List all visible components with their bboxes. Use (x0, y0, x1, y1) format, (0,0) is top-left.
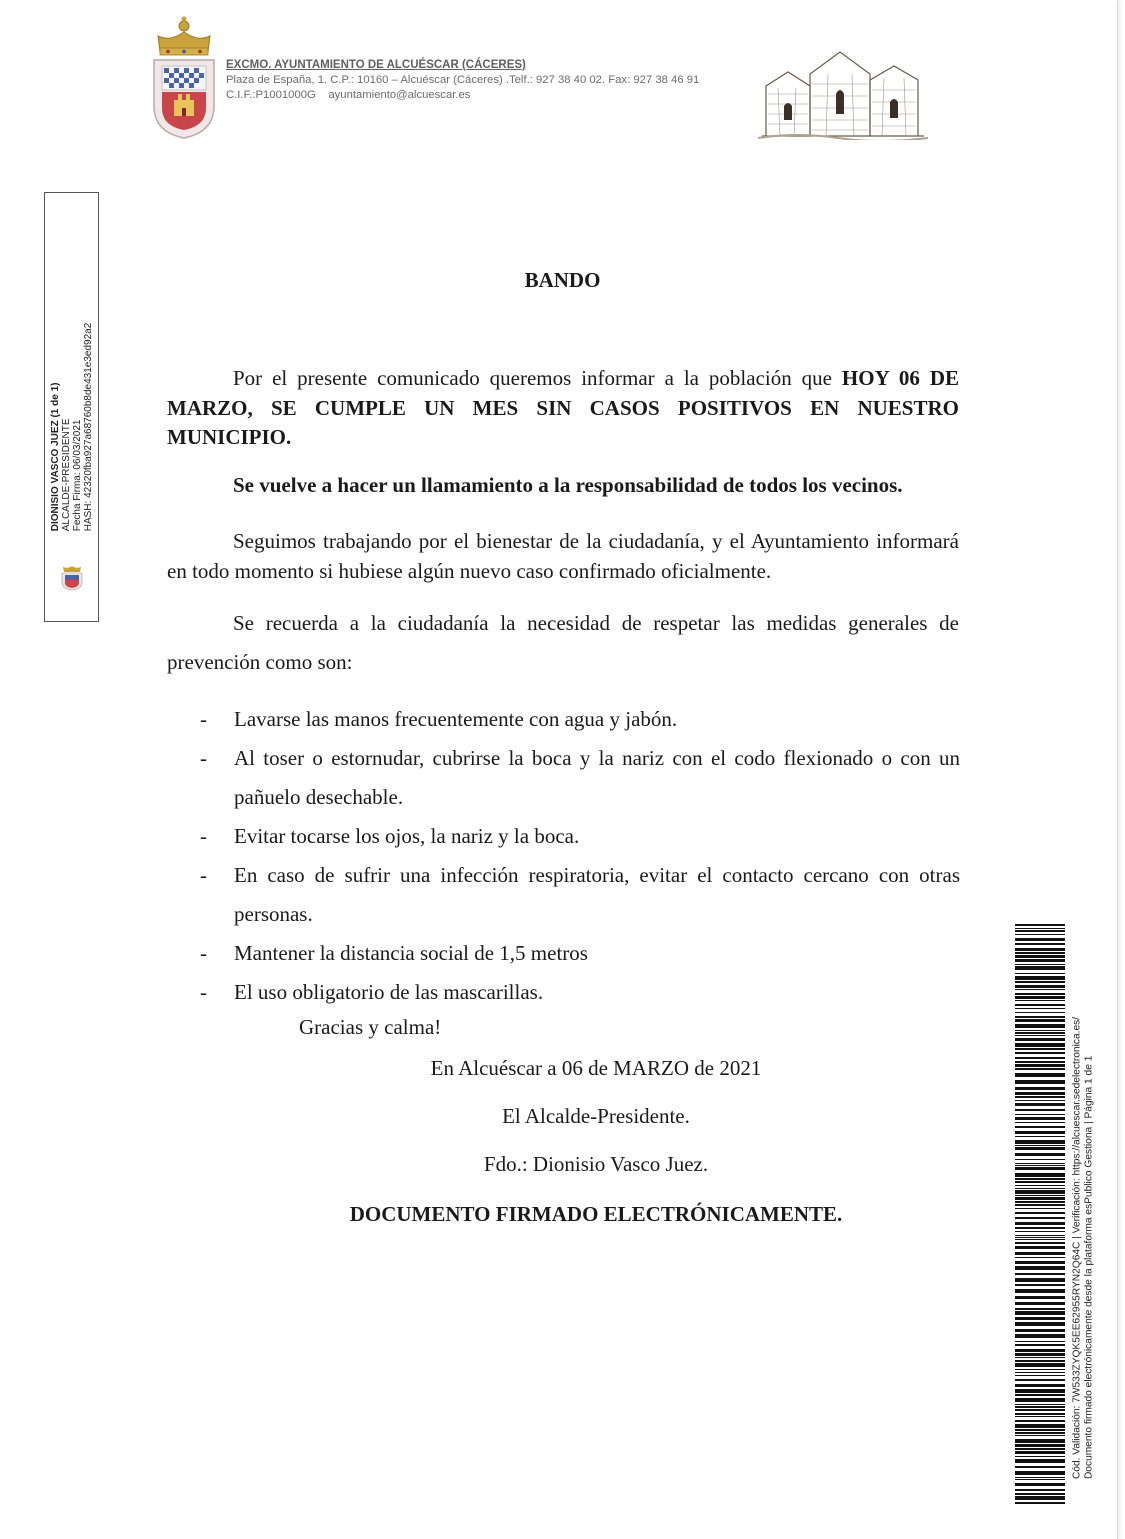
barcode-bar (1015, 1096, 1065, 1098)
letterhead-address: Plaza de España, 1. C.P.: 10160 – Alcuéscar (Cáceres) .Telf.: 927 38 40 02. Fax: 927 38 46 91 (226, 74, 700, 86)
barcode-bar (1015, 1239, 1065, 1240)
announcement-intro: Por el presente comunicado queremos informar a la población que (233, 366, 842, 390)
barcode-bar (1015, 1073, 1065, 1077)
barcode-bar (1015, 1030, 1065, 1031)
barcode-bar (1015, 1261, 1065, 1264)
measure-text: Al toser o estornudar, cubrirse la boca y la nariz con el codo flexionado o con un pañuelo desechable. (234, 746, 960, 809)
barcode-bar (1015, 1122, 1065, 1123)
list-item (200, 934, 960, 973)
barcode-bar (1015, 1375, 1065, 1376)
barcode-bar (1015, 993, 1065, 995)
barcode-bar (1015, 1109, 1065, 1111)
barcode-bar (1015, 938, 1065, 941)
barcode-bar (1015, 1165, 1065, 1166)
barcode-bar (1015, 1222, 1065, 1225)
barcode-bar (1015, 1502, 1065, 1504)
barcode-bar (1015, 1439, 1065, 1443)
signature-date: Fecha Firma: 06/03/2021 (71, 419, 83, 532)
barcode-bar (1015, 973, 1065, 974)
signature-stamp-box (44, 192, 99, 622)
bullet-dash: - (200, 746, 207, 770)
barcode-bar (1015, 1448, 1065, 1450)
list-item (200, 739, 960, 817)
barcode-bar (1015, 1479, 1065, 1480)
barcode-bar (1015, 1493, 1065, 1495)
barcode-bar (1015, 1372, 1065, 1373)
barcode-bar (1015, 1126, 1065, 1128)
barcode-bar (1015, 1284, 1065, 1286)
letterhead-cif-email: C.I.F.:P1001000G ayuntamiento@alcuescar.es (226, 89, 471, 101)
barcode-bar (1015, 1322, 1065, 1326)
barcode-bar (1015, 1181, 1065, 1183)
barcode-bar (1015, 1185, 1065, 1186)
barcode-bar (1015, 964, 1065, 965)
measure-text: Mantener la distancia social de 1,5 metros (234, 941, 588, 965)
barcode-bar (1015, 1466, 1065, 1468)
list-item (200, 817, 960, 856)
barcode-bar (1015, 1451, 1065, 1454)
announcement-highlight: HOY 06 DE MARZO, SE CUMPLE UN MES SIN CASOS POSITIVOS EN NUESTRO MUNICIPIO. (167, 366, 960, 449)
barcode-bar (1015, 976, 1065, 980)
barcode-bar (1015, 1398, 1065, 1402)
barcode-bar (1015, 1369, 1065, 1370)
small-coat-of-arms-icon (60, 565, 84, 591)
barcode-bar (1015, 1197, 1065, 1200)
barcode-bar (1015, 928, 1065, 929)
barcode-bar (1015, 985, 1065, 988)
barcode-bar (1015, 1257, 1065, 1258)
barcode-bar (1015, 1409, 1065, 1411)
barcode-bar (1015, 1384, 1065, 1387)
barcode-bar (1015, 1131, 1065, 1134)
barcode-bar (1015, 1000, 1065, 1001)
barcode-bar (1015, 952, 1065, 954)
barcode-bar (1015, 1212, 1065, 1214)
signature-hash: HASH: 42320fba927a68760b8de431e3ed92a2 (82, 322, 94, 532)
list-item (200, 700, 960, 739)
barcode-bar (1015, 1302, 1065, 1305)
barcode-bar (1015, 1353, 1065, 1356)
barcode-bar (1015, 1012, 1065, 1013)
barcode-bar (1015, 1363, 1065, 1367)
barcode-bar (1015, 1217, 1065, 1219)
barcode-bar (1015, 1424, 1065, 1428)
barcode-bar (1015, 959, 1065, 962)
barcode-bar (1015, 930, 1065, 932)
barcode-bar (1015, 1117, 1065, 1120)
barcode-bar (1015, 1195, 1065, 1196)
barcode-bar (1015, 1311, 1065, 1315)
barcode-bar (1015, 1459, 1065, 1463)
barcode-bar (1015, 989, 1065, 990)
barcode-bar (1015, 1136, 1065, 1137)
barcode-bar (1015, 1394, 1065, 1396)
barcode-bar (1015, 1052, 1065, 1054)
measure-text: El uso obligatorio de las mascarillas. (234, 980, 544, 1004)
barcode-bar (1015, 1190, 1065, 1194)
list-item (200, 856, 960, 934)
barcode-bar (1015, 1349, 1065, 1352)
platform-note: Documento firmado electrónicamente desde la plataforma esPublico Gestiona | Página 1 de 1 (1083, 1055, 1094, 1480)
barcode-bar (1015, 1092, 1065, 1095)
barcode-bar (1015, 1496, 1065, 1500)
barcode-bar (1015, 1153, 1065, 1156)
barcode-bar (1015, 1167, 1065, 1170)
barcode-bar (1015, 996, 1065, 999)
barcode-bar (1015, 1019, 1065, 1022)
barcode-bar (1015, 1061, 1065, 1063)
barcode-bar (1015, 1246, 1065, 1249)
barcode-bar (1015, 1024, 1065, 1028)
letterhead (226, 58, 699, 103)
barcode-bar (1015, 1038, 1065, 1041)
barcode-bar (1015, 1237, 1065, 1238)
barcode-bar (1015, 1147, 1065, 1150)
bullet-dash: - (200, 941, 207, 965)
signer-name-stamp: DIONISIO VASCO JUEZ (1 de 1) (49, 382, 61, 532)
barcode-bar (1015, 1043, 1065, 1047)
barcode-bar (1015, 1483, 1065, 1486)
barcode-bar (1015, 1103, 1065, 1106)
barcode-bar (1015, 1389, 1065, 1393)
measures-intro: Se recuerda a la ciudadanía la necesidad de respetar las medidas generales de prevención como son: (167, 611, 959, 674)
bullet-dash: - (200, 863, 207, 887)
church-sketch-image (758, 44, 928, 140)
measure-text: En caso de sufrir una infección respiratoria, evitar el contacto cercano con otras personas. (234, 863, 960, 926)
signer-title: El Alcalde-Presidente. (502, 1104, 690, 1128)
validation-barcode (1015, 924, 1065, 1504)
barcode-bar (1015, 948, 1065, 951)
bullet-dash: - (200, 980, 207, 1004)
barcode-bar (1015, 1416, 1065, 1417)
barcode-bar (1015, 1296, 1065, 1299)
electronic-signature-note: DOCUMENTO FIRMADO ELECTRÓNICAMENTE. (349, 1202, 843, 1226)
barcode-bar (1015, 1406, 1065, 1408)
barcode-bar (1015, 1004, 1065, 1006)
barcode-bar (1015, 1227, 1065, 1229)
measure-text: Lavarse las manos frecuentemente con agua y jabón. (234, 707, 678, 731)
barcode-bar (1015, 1231, 1065, 1232)
barcode-bar (1015, 1266, 1065, 1270)
signature-details (50, 323, 94, 532)
barcode-bar (1015, 1080, 1065, 1084)
barcode-bar (1015, 1064, 1065, 1067)
barcode-bar (1015, 1204, 1065, 1206)
document-title: BANDO (524, 268, 601, 292)
barcode-bar (1015, 1308, 1065, 1310)
barcode-bar (1015, 1489, 1065, 1491)
barcode-bar (1015, 1068, 1065, 1070)
barcode-bar (1015, 1289, 1065, 1293)
barcode-bar (1015, 1035, 1065, 1036)
barcode-bar (1015, 1432, 1065, 1434)
list-item (200, 973, 960, 1012)
barcode-bar (1015, 1016, 1065, 1018)
barcode-bar (1015, 1360, 1065, 1362)
barcode-bar (1015, 1471, 1065, 1475)
barcode-bar (1015, 1341, 1065, 1342)
barcode-bar (1015, 1188, 1065, 1189)
signer-name: Fdo.: Dionisio Vasco Juez. (483, 1152, 709, 1176)
barcode-bar (1015, 1100, 1065, 1101)
barcode-bar (1015, 1435, 1065, 1436)
barcode-bar (1015, 1201, 1065, 1203)
barcode-bar (1015, 1334, 1065, 1338)
bullet-dash: - (200, 824, 207, 848)
barcode-bar (1015, 1444, 1065, 1447)
validation-code: Cód. Validación: 7W533ZYQK5EE62955RYN2Q64C | Verificación: https://alcuescar.sedelectronica.es/ (1071, 1016, 1083, 1480)
wellbeing-paragraph: Seguimos trabajando por el bienestar de la ciudadanía, y el Ayuntamiento informará en todo momento si hubiese algún nuevo caso confirmado oficialmente. (167, 529, 959, 583)
measure-text: Evitar tocarse los ojos, la nariz y la boca. (234, 824, 580, 848)
barcode-bar (1015, 955, 1065, 958)
barcode-bar (1015, 924, 1065, 926)
letterhead-organization: EXCMO. AYUNTAMIENTO DE ALCUÉSCAR (CÁCERES) (226, 59, 526, 71)
barcode-bar (1015, 1087, 1065, 1090)
barcode-bar (1015, 1273, 1065, 1275)
barcode-bar (1015, 1242, 1065, 1244)
barcode-bar (1015, 1114, 1065, 1115)
barcode-bar (1015, 1252, 1065, 1255)
barcode-bar (1015, 1317, 1065, 1320)
barcode-bar (1015, 1140, 1065, 1144)
barcode-bar (1015, 1008, 1065, 1009)
barcode-bar (1015, 1278, 1065, 1282)
closing-thanks: Gracias y calma! (299, 1015, 442, 1039)
barcode-bar (1015, 1057, 1065, 1059)
prevention-measures-list (200, 700, 960, 1012)
announcement-paragraph (167, 364, 959, 453)
barcode-bar (1015, 1159, 1065, 1160)
barcode-bar (1015, 934, 1065, 935)
barcode-bar (1015, 1379, 1065, 1381)
barcode-bar (1015, 1429, 1065, 1431)
signer-role-stamp: ALCALDE-PRESIDENTE (60, 418, 72, 532)
barcode-bar (1015, 1357, 1065, 1358)
barcode-bar (1015, 1329, 1065, 1332)
barcode-bar (1015, 943, 1065, 945)
barcode-bar (1015, 1404, 1065, 1405)
barcode-bar (1015, 1163, 1065, 1164)
municipal-coat-of-arms-logo (148, 14, 220, 142)
barcode-bar (1015, 1208, 1065, 1209)
barcode-bar (1015, 1145, 1065, 1146)
bullet-dash: - (200, 707, 207, 731)
barcode-bar (1015, 1456, 1065, 1457)
barcode-bar (1015, 1032, 1065, 1034)
barcode-bar (1015, 966, 1065, 970)
place-and-date: En Alcuéscar a 06 de MARZO de 2021 (430, 1056, 762, 1080)
barcode-bar (1015, 1413, 1065, 1415)
barcode-bar (1015, 1048, 1065, 1050)
barcode-bar (1015, 1477, 1065, 1478)
validation-footer (1072, 1017, 1095, 1479)
responsibility-call: Se vuelve a hacer un llamamiento a la responsabilidad de todos los vecinos. (233, 473, 903, 497)
barcode-bar (1015, 1178, 1065, 1180)
barcode-bar (1015, 1420, 1065, 1422)
barcode-bar (1015, 1344, 1065, 1346)
barcode-bar (1015, 1235, 1065, 1236)
barcode-bar (1015, 1173, 1065, 1177)
barcode-bar (1015, 981, 1065, 983)
